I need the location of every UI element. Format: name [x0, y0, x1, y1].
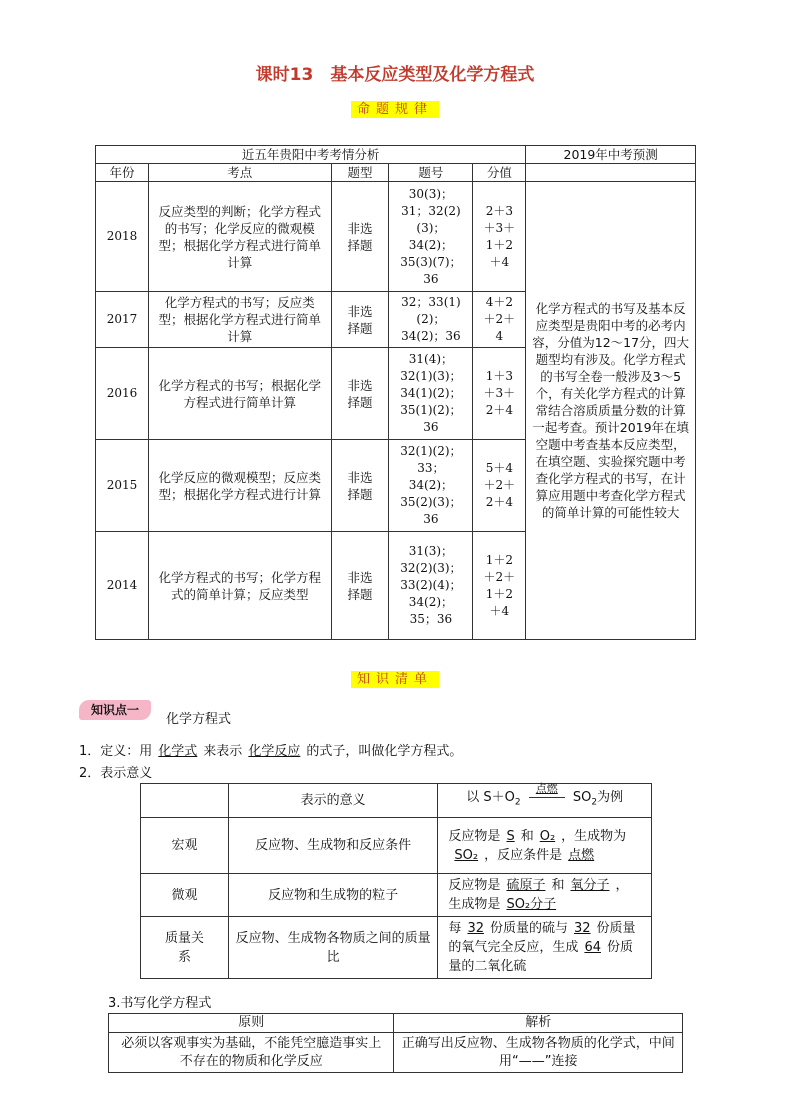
score-cell: 1＋3＋3＋2＋4: [473, 348, 526, 440]
knowledge-point-title: 化学方程式: [166, 712, 232, 727]
column-header: 年份: [96, 164, 149, 182]
type-cell: 非选择题: [331, 182, 389, 292]
year-cell: 2018: [96, 182, 149, 292]
score-cell: 5＋4＋2＋2＋4: [473, 440, 526, 532]
table-header: 2019年中考预测: [526, 146, 696, 164]
section-heading-rules: 命题规律: [0, 98, 790, 117]
definition-line: 1．定义：用 化学式 来表示 化学反应 的式子，叫做化学方程式。: [79, 740, 462, 759]
question-cell: 32；33(1)(2)；34(2)；36: [389, 292, 473, 348]
table-row: 必须以客观事实为基础，不能凭空臆造事实上不存在的物质和化学反应 正确写出反应物、生成物各物质的化学式，中间用“——”连接: [109, 1033, 683, 1073]
table-header: 原则: [109, 1014, 394, 1033]
column-header: 考点: [148, 164, 331, 182]
type-cell: 非选择题: [331, 292, 389, 348]
prediction-cell: 化学方程式的书写及基本反应类型是贵阳中考的必考内容，分值为12～17分，四大题型均有涉及。化学方程式的书写全卷一般涉及3～5个，有关化学方程式的计算常结合溶质质量分数的计算一起考查。预计2019年在填空题中考查基本反应类型，在填空题、实验探究题中考查化学方程式的书写，在计算应用题中考查化学方程式的简单计算的可能性较大: [526, 182, 696, 640]
score-cell: 1＋2＋2＋1＋2＋4: [473, 532, 526, 640]
answer-blank: SO₂: [454, 847, 479, 863]
year-cell: 2014: [96, 532, 149, 640]
writing-heading: 3.书写化学方程式: [108, 996, 212, 1011]
section-heading-knowledge: 知识清单: [0, 668, 790, 687]
column-header: 题型: [331, 164, 389, 182]
answer-blank: 32: [574, 921, 591, 936]
type-cell: 非选择题: [331, 348, 389, 440]
table-row: 微观 反应物和生成物的粒子 反应物是 硫原子 和 氧分子 ，生成物是 SO₂分子: [141, 874, 652, 917]
topic-cell: 化学方程式的书写；根据化学方程式进行简单计算: [148, 348, 331, 440]
topic-cell: 化学方程式的书写；化学方程式的简单计算；反应类型: [148, 532, 331, 640]
answer-blank: 化学式: [158, 744, 198, 759]
year-cell: 2017: [96, 292, 149, 348]
answer-blank: 氧分子: [570, 878, 610, 893]
score-cell: 2＋3＋3＋1＋2＋4: [473, 182, 526, 292]
table-header: [141, 784, 229, 818]
reaction-condition: 点燃: [529, 791, 565, 805]
year-cell: 2016: [96, 348, 149, 440]
question-cell: 30(3)；31；32(2)(3)；34(2)；35(3)(7)；36: [389, 182, 473, 292]
column-header: 题号: [389, 164, 473, 182]
answer-blank: 硫原子: [506, 878, 546, 893]
answer-blank: SO₂分子: [506, 897, 557, 912]
question-cell: 31(4)；32(1)(3)；34(1)(2)；35(1)(2)；36: [389, 348, 473, 440]
question-cell: 32(1)(2)；33；34(2)；35(2)(3)；36: [389, 440, 473, 532]
writing-table: [108, 1013, 683, 1073]
exam-analysis-table: [95, 145, 696, 640]
table-row: [96, 182, 696, 292]
answer-blank: 64: [584, 940, 601, 955]
type-cell: 非选择题: [331, 440, 389, 532]
column-header: 分值: [473, 164, 526, 182]
column-header: [526, 164, 696, 182]
meaning-heading: 2．表示意义: [79, 766, 153, 781]
table-header: 以 $S+O_2$ 点燃 $SO_2$为例: [438, 784, 652, 818]
year-cell: 2015: [96, 440, 149, 532]
table-header: 表示的意义: [228, 784, 438, 818]
topic-cell: 反应类型的判断；化学方程式的书写；化学反应的微观模型；根据化学方程式进行简单计算: [148, 182, 331, 292]
answer-blank: O₂: [539, 828, 556, 844]
type-cell: 非选择题: [331, 532, 389, 640]
knowledge-point-badge: 知识点一: [79, 700, 151, 720]
answer-blank: 点燃: [568, 847, 595, 863]
meaning-table: [140, 783, 652, 979]
question-cell: 31(3)；32(2)(3)；33(2)(4)；34(2)；35；36: [389, 532, 473, 640]
answer-blank: S: [506, 828, 515, 844]
answer-blank: 32: [467, 921, 484, 936]
table-row: 质量关系 反应物、生成物各物质之间的质量比 每 32 份质量的硫与 32 份质量的氧气完全反应，生成 64 份质量的二氧化硫: [141, 917, 652, 979]
table-row: 宏观 反应物、生成物和反应条件 反应物是 S 和 O₂ ，生成物为SO₂ ，反应条件是 点燃: [141, 818, 652, 874]
answer-blank: 化学反应: [248, 744, 301, 759]
topic-cell: 化学方程式的书写；反应类型；根据化学方程式进行简单计算: [148, 292, 331, 348]
page-title: 课时13 基本反应类型及化学方程式: [255, 65, 535, 85]
topic-cell: 化学反应的微观模型；反应类型；根据化学方程式进行计算: [148, 440, 331, 532]
score-cell: 4＋2＋2＋4: [473, 292, 526, 348]
table-header: 近五年贵阳中考考情分析: [96, 146, 526, 164]
table-header: 解析: [394, 1014, 683, 1033]
